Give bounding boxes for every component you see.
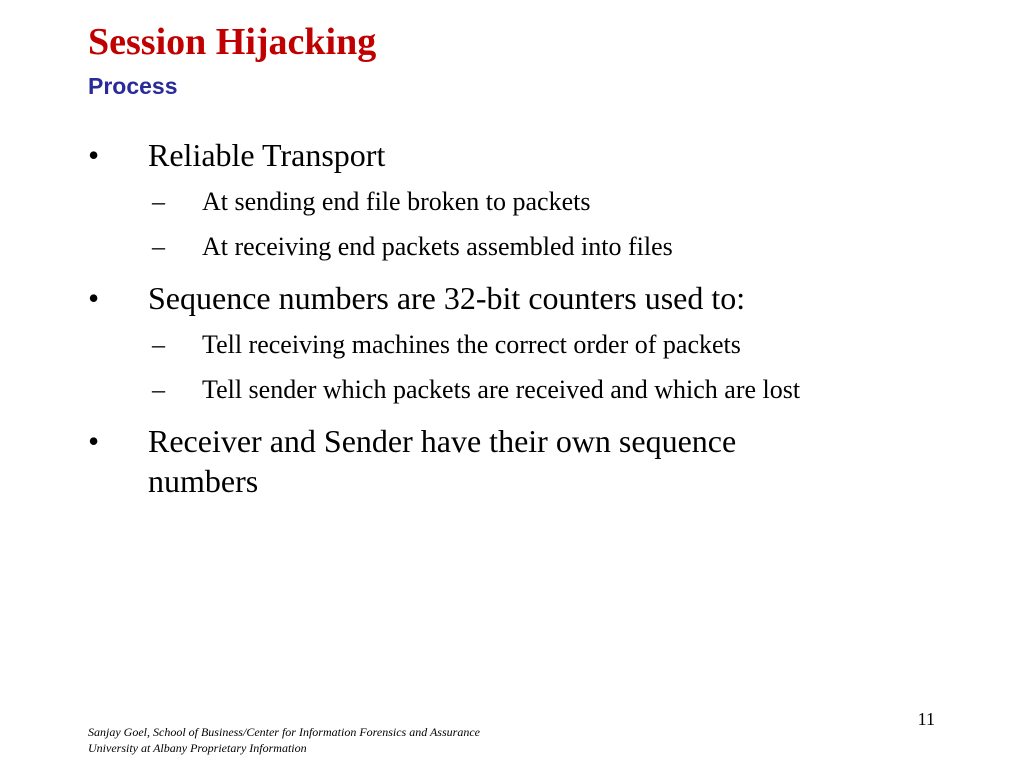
sub-bullet-text: At sending end file broken to packets <box>202 187 591 216</box>
slide-subtitle: Process <box>88 73 178 99</box>
sub-bullet-text: Tell sender which packets are received and which are lost <box>202 375 801 404</box>
bullet-marker: • <box>88 423 100 459</box>
sub-bullet-marker: – <box>152 375 165 404</box>
bullet-text: Reliable Transport <box>148 137 386 173</box>
bullet-text: Receiver and Sender have their own sequence numbers <box>148 423 737 499</box>
footer-proprietary-line: University at Albany Proprietary Information <box>88 741 307 755</box>
page-number: 11 <box>917 709 935 729</box>
footer <box>88 724 480 756</box>
slide-title: Session Hijacking <box>88 21 377 63</box>
bullet-text: Sequence numbers are 32-bit counters used to: <box>148 280 746 316</box>
bullet-item <box>88 135 988 175</box>
sub-bullet-marker: – <box>152 330 165 359</box>
sub-bullet-text: Tell receiving machines the correct order of packets <box>202 330 741 359</box>
sub-bullet-item <box>152 329 992 361</box>
bullet-marker: • <box>88 137 100 173</box>
bullet-item <box>88 278 988 318</box>
footer-author-line: Sanjay Goel, School of Business/Center for Information Forensics and Assurance <box>88 725 480 739</box>
sub-bullet-item <box>152 231 992 263</box>
sub-bullet-marker: – <box>152 187 165 216</box>
sub-bullet-text: At receiving end packets assembled into files <box>202 232 673 261</box>
bullet-marker: • <box>88 280 100 316</box>
sub-bullet-item <box>152 186 992 218</box>
sub-bullet-item <box>152 374 992 406</box>
bullet-item <box>88 421 848 501</box>
sub-bullet-marker: – <box>152 232 165 261</box>
